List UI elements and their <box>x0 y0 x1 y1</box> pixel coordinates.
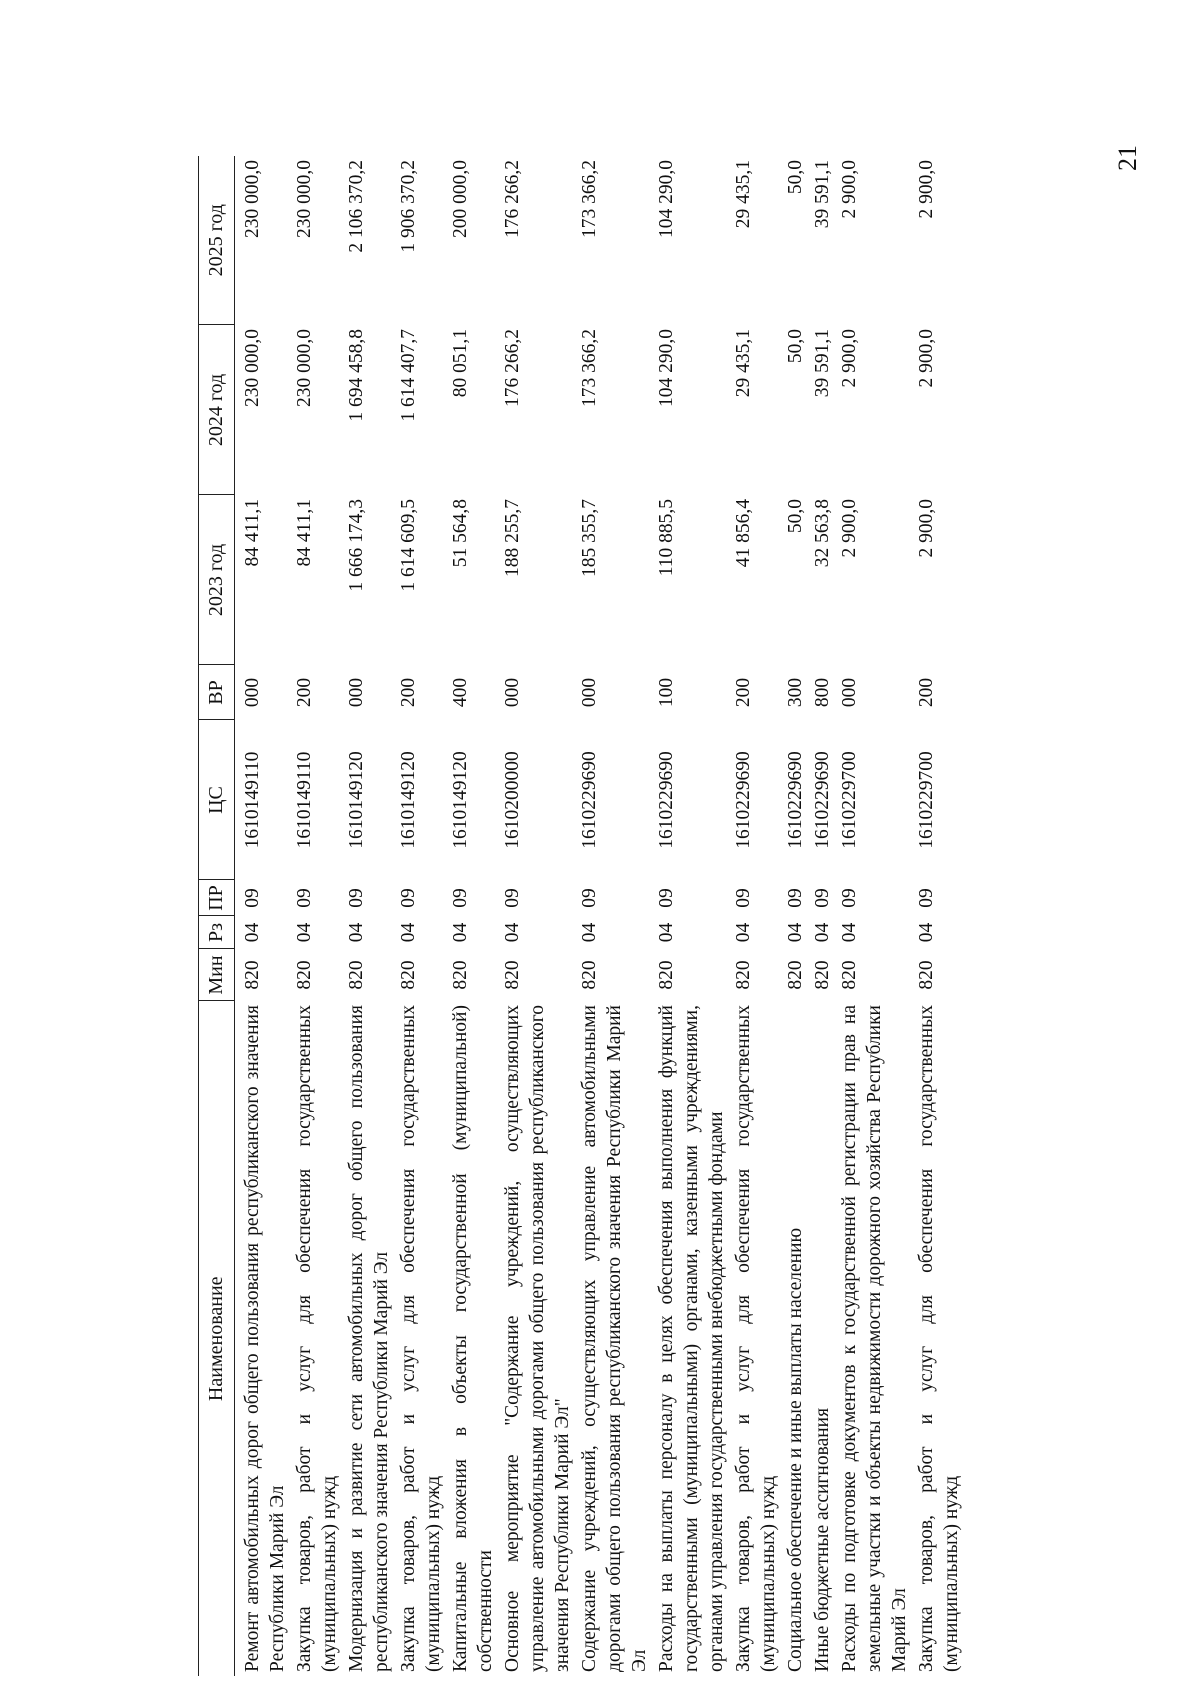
cell-pr: 09 <box>502 888 523 908</box>
cell-y2024: 80 051,1 <box>450 329 471 398</box>
cell-name: Капитальные вложения в объекты государственной (муниципальной) собственности <box>450 1005 496 1672</box>
cell-min: 820 <box>398 960 419 990</box>
cell-rz: 04 <box>785 922 806 943</box>
cell-min: 820 <box>656 960 677 990</box>
header-2024: 2024 год <box>199 325 235 495</box>
header-vr: ВР <box>199 665 235 720</box>
cell-y2023: 2 900,0 <box>839 499 860 558</box>
cell-y2025: 39 591,1 <box>812 160 833 229</box>
cell-y2023: 188 255,7 <box>502 499 523 577</box>
cell-pr: 09 <box>450 888 471 908</box>
header-cs: ЦС <box>199 720 235 880</box>
table-row <box>809 156 836 1676</box>
cell-y2023: 51 564,8 <box>450 499 471 568</box>
header-pr: ПР <box>199 880 235 916</box>
cell-y2025: 104 290,0 <box>656 160 677 238</box>
cell-vr: 200 <box>733 677 754 708</box>
cell-vr: 200 <box>916 677 937 708</box>
cell-min: 820 <box>346 960 367 990</box>
cell-y2023: 50,0 <box>785 499 806 534</box>
cell-min: 820 <box>579 960 600 990</box>
cell-vr: 300 <box>785 677 806 708</box>
cell-rz: 04 <box>502 922 523 943</box>
cell-rz: 04 <box>398 922 419 943</box>
cell-vr: 400 <box>450 677 471 708</box>
cell-pr: 09 <box>812 888 833 908</box>
cell-cs: 1610229690 <box>785 751 806 849</box>
cell-pr: 09 <box>242 888 263 908</box>
table-row <box>730 156 782 1676</box>
cell-y2023: 84 411,1 <box>242 499 263 567</box>
cell-name: Закупка товаров, работ и услуг для обеспечения государственных (муниципальных) нужд <box>294 1005 340 1672</box>
cell-y2025: 230 000,0 <box>242 160 263 238</box>
cell-pr: 09 <box>294 888 315 908</box>
cell-y2023: 1 614 609,5 <box>398 499 419 592</box>
header-min: Мин <box>199 949 235 1001</box>
cell-y2024: 230 000,0 <box>294 329 315 407</box>
cell-pr: 09 <box>733 888 754 908</box>
cell-y2023: 1 666 174,3 <box>346 499 367 592</box>
cell-rz: 04 <box>579 922 600 943</box>
cell-min: 820 <box>502 960 523 990</box>
cell-vr: 000 <box>502 677 523 708</box>
header-2023: 2023 год <box>199 495 235 665</box>
cell-name: Иные бюджетные ассигнования <box>812 1407 833 1672</box>
cell-name: Закупка товаров, работ и услуг для обеспечения государственных (муниципальных) нужд <box>733 1005 779 1672</box>
cell-name: Модернизация и развитие сети автомобильных дорог общего пользования республиканского значения Республики Марий Эл <box>346 1005 392 1672</box>
cell-vr: 000 <box>242 677 263 708</box>
table-row <box>395 156 447 1676</box>
cell-y2024: 39 591,1 <box>812 329 833 398</box>
cell-min: 820 <box>916 960 937 990</box>
table-row <box>447 156 499 1676</box>
cell-y2023: 185 355,7 <box>579 499 600 577</box>
cell-cs: 1610149120 <box>450 751 471 849</box>
table-row <box>913 156 965 1676</box>
budget-table <box>198 156 965 1676</box>
cell-cs: 1610229700 <box>916 751 937 849</box>
cell-cs: 1610229690 <box>812 751 833 849</box>
cell-y2025: 230 000,0 <box>294 160 315 238</box>
cell-y2023: 110 885,5 <box>656 499 677 577</box>
cell-rz: 04 <box>450 922 471 943</box>
cell-rz: 04 <box>346 922 367 943</box>
cell-min: 820 <box>812 960 833 990</box>
cell-y2024: 2 900,0 <box>916 329 937 388</box>
cell-min: 820 <box>450 960 471 990</box>
table-row <box>576 156 653 1676</box>
table-row <box>499 156 576 1676</box>
cell-cs: 1610149110 <box>294 751 315 849</box>
cell-vr: 200 <box>398 677 419 708</box>
cell-y2025: 50,0 <box>785 160 806 195</box>
cell-y2025: 2 900,0 <box>839 160 860 219</box>
cell-rz: 04 <box>916 922 937 943</box>
cell-y2023: 32 563,8 <box>812 499 833 568</box>
cell-y2024: 104 290,0 <box>656 329 677 407</box>
cell-cs: 1610229690 <box>656 751 677 849</box>
cell-rz: 04 <box>812 922 833 943</box>
cell-y2024: 173 366,2 <box>579 329 600 407</box>
cell-y2024: 176 266,2 <box>502 329 523 407</box>
cell-y2025: 176 266,2 <box>502 160 523 238</box>
table-row <box>836 156 913 1676</box>
table-row <box>235 156 292 1676</box>
cell-pr: 09 <box>579 888 600 908</box>
cell-name: Закупка товаров, работ и услуг для обеспечения государственных (муниципальных) нужд <box>398 1005 444 1672</box>
cell-min: 820 <box>733 960 754 990</box>
cell-name: Содержание учреждений, осуществляющих управление автомобильными дорогами общего пользования республиканского значения Республики Марий Эл <box>579 1005 650 1672</box>
table-row <box>653 156 730 1676</box>
cell-y2024: 50,0 <box>785 329 806 364</box>
rotated-table-container <box>198 156 1030 1676</box>
cell-min: 820 <box>785 960 806 990</box>
cell-pr: 09 <box>656 888 677 908</box>
cell-y2023: 84 411,1 <box>294 499 315 567</box>
cell-min: 820 <box>294 960 315 990</box>
cell-min: 820 <box>242 960 263 990</box>
cell-y2024: 1 694 458,8 <box>346 329 367 422</box>
cell-y2025: 29 435,1 <box>733 160 754 229</box>
cell-y2025: 2 106 370,2 <box>346 160 367 253</box>
cell-cs: 1610200000 <box>502 751 523 849</box>
cell-cs: 1610149120 <box>346 751 367 849</box>
cell-name: Ремонт автомобильных дорог общего пользования республиканского значения Республики Марий Эл <box>242 1005 288 1672</box>
cell-rz: 04 <box>839 922 860 943</box>
cell-pr: 09 <box>785 888 806 908</box>
table-row <box>343 156 395 1676</box>
cell-cs: 1610229700 <box>839 751 860 849</box>
cell-rz: 04 <box>656 922 677 943</box>
cell-cs: 1610229690 <box>579 751 600 849</box>
cell-vr: 000 <box>579 677 600 708</box>
cell-rz: 04 <box>294 922 315 943</box>
cell-name: Расходы по подготовке документов к государственной регистрации прав на земельные участки и объекты недвижимости дорожного хозяйства Республики Марий Эл <box>839 1005 910 1672</box>
cell-pr: 09 <box>398 888 419 908</box>
cell-vr: 200 <box>294 677 315 708</box>
cell-y2023: 2 900,0 <box>916 499 937 558</box>
cell-name: Расходы на выплаты персоналу в целях обеспечения выполнения функций государственными (муниципальными) органами, казенными учреждениями, органами управления государственными внебюджетными фондами <box>656 1005 727 1672</box>
cell-rz: 04 <box>242 922 263 943</box>
cell-min: 820 <box>839 960 860 990</box>
cell-vr: 000 <box>346 677 367 708</box>
table-row <box>291 156 343 1676</box>
cell-y2024: 1 614 407,7 <box>398 329 419 422</box>
cell-name: Основное мероприятие "Содержание учреждений, осуществляющих управление автомобильными дорогами общего пользования республиканского значения Республики Марий Эл" <box>502 1005 573 1672</box>
cell-y2024: 230 000,0 <box>242 329 263 407</box>
cell-pr: 09 <box>839 888 860 908</box>
table-body <box>235 156 966 1676</box>
cell-pr: 09 <box>916 888 937 908</box>
cell-y2025: 1 906 370,2 <box>398 160 419 253</box>
page-number: 21 <box>1113 145 1142 171</box>
cell-cs: 1610229690 <box>733 751 754 849</box>
cell-pr: 09 <box>346 888 367 908</box>
cell-name: Социальное обеспечение и иные выплаты населению <box>785 1227 806 1672</box>
cell-vr: 000 <box>839 677 860 708</box>
header-2025: 2025 год <box>199 156 235 325</box>
cell-y2024: 29 435,1 <box>733 329 754 398</box>
header-rz: Рз <box>199 916 235 949</box>
cell-cs: 1610149120 <box>398 751 419 849</box>
cell-y2023: 41 856,4 <box>733 499 754 568</box>
table-header-row <box>199 156 235 1676</box>
cell-y2025: 173 366,2 <box>579 160 600 238</box>
cell-vr: 100 <box>656 677 677 708</box>
table-row <box>782 156 809 1676</box>
cell-vr: 800 <box>812 677 833 708</box>
cell-rz: 04 <box>733 922 754 943</box>
cell-y2024: 2 900,0 <box>839 329 860 388</box>
cell-y2025: 200 000,0 <box>450 160 471 238</box>
cell-y2025: 2 900,0 <box>916 160 937 219</box>
cell-cs: 1610149110 <box>242 751 263 849</box>
header-name: Наименование <box>199 1001 235 1676</box>
cell-name: Закупка товаров, работ и услуг для обеспечения государственных (муниципальных) нужд <box>916 1005 962 1672</box>
